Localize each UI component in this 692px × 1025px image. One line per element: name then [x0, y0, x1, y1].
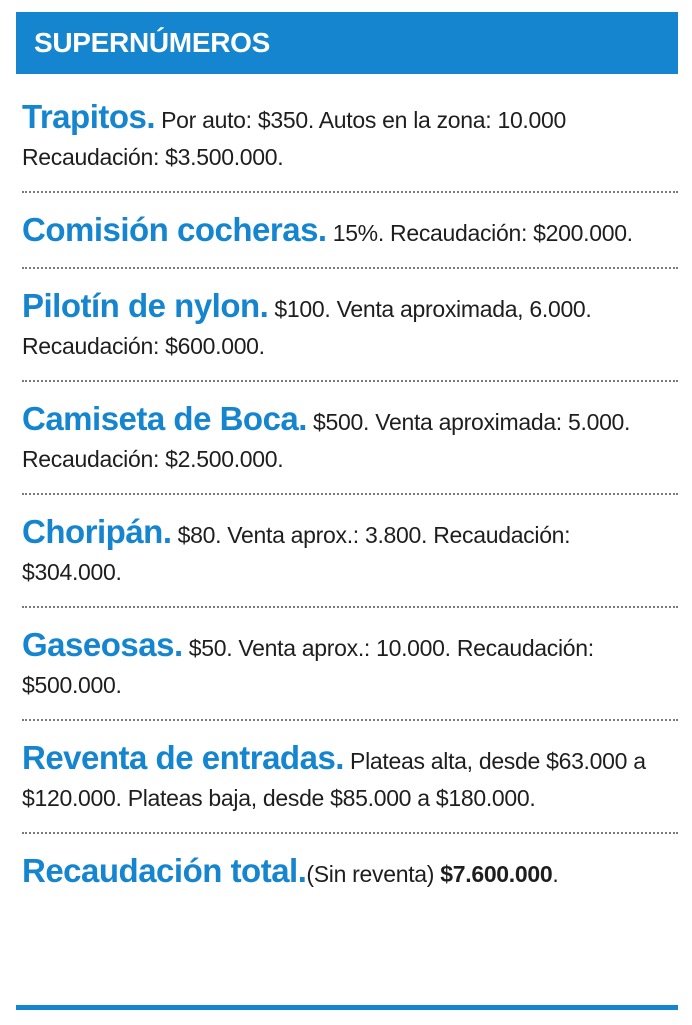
- list-item: [14, 513, 682, 591]
- item-heading: Choripán.: [22, 513, 172, 550]
- item-text: $100. Venta aproximada, 6.000. Recaudación: $600.000.: [22, 296, 592, 359]
- dotted-divider: [22, 606, 678, 608]
- items-list: [14, 98, 682, 893]
- dotted-divider: [22, 380, 678, 382]
- item-text: Por auto: $350. Autos en la zona: 10.000 Recaudación: $3.500.000.: [22, 107, 566, 170]
- list-item: [14, 400, 682, 478]
- list-item: [14, 739, 682, 817]
- list-item: [14, 211, 682, 252]
- list-item: [14, 287, 682, 365]
- item-heading: Trapitos.: [22, 98, 156, 135]
- header-bar: [16, 12, 678, 74]
- total-end: .: [552, 861, 559, 887]
- item-heading: Pilotín de nylon.: [22, 287, 269, 324]
- total-note: (Sin reventa): [306, 861, 441, 887]
- dotted-divider: [22, 493, 678, 495]
- item-text: $50. Venta aprox.: 10.000. Recaudación: $500.000.: [22, 635, 594, 698]
- item-text: $500. Venta aproximada: 5.000. Recaudación: $2.500.000.: [22, 409, 631, 472]
- dotted-divider: [22, 719, 678, 721]
- bottom-rule: [16, 1005, 678, 1010]
- list-item: [14, 98, 682, 176]
- list-item: [14, 626, 682, 704]
- total-heading: Recaudación total.: [22, 852, 307, 889]
- item-text: $80. Venta aprox.: 3.800. Recaudación: $304.000.: [22, 522, 571, 585]
- item-heading: Camiseta de Boca.: [22, 400, 307, 437]
- item-heading: Gaseosas.: [22, 626, 183, 663]
- infobox: [14, 12, 682, 1017]
- item-heading: Comisión cocheras.: [22, 211, 327, 248]
- total-row: [14, 852, 682, 893]
- item-heading: Reventa de entradas.: [22, 739, 344, 776]
- dotted-divider: [22, 267, 678, 269]
- item-text: 15%. Recaudación: $200.000.: [326, 220, 633, 246]
- dotted-divider: [22, 191, 678, 193]
- box-title: SUPERNÚMEROS: [34, 27, 270, 58]
- dotted-divider: [22, 832, 678, 834]
- item-text: Plateas alta, desde $63.000 a $120.000. Plateas baja, desde $85.000 a $180.000.: [22, 748, 646, 811]
- total-amount: $7.600.000: [440, 861, 553, 887]
